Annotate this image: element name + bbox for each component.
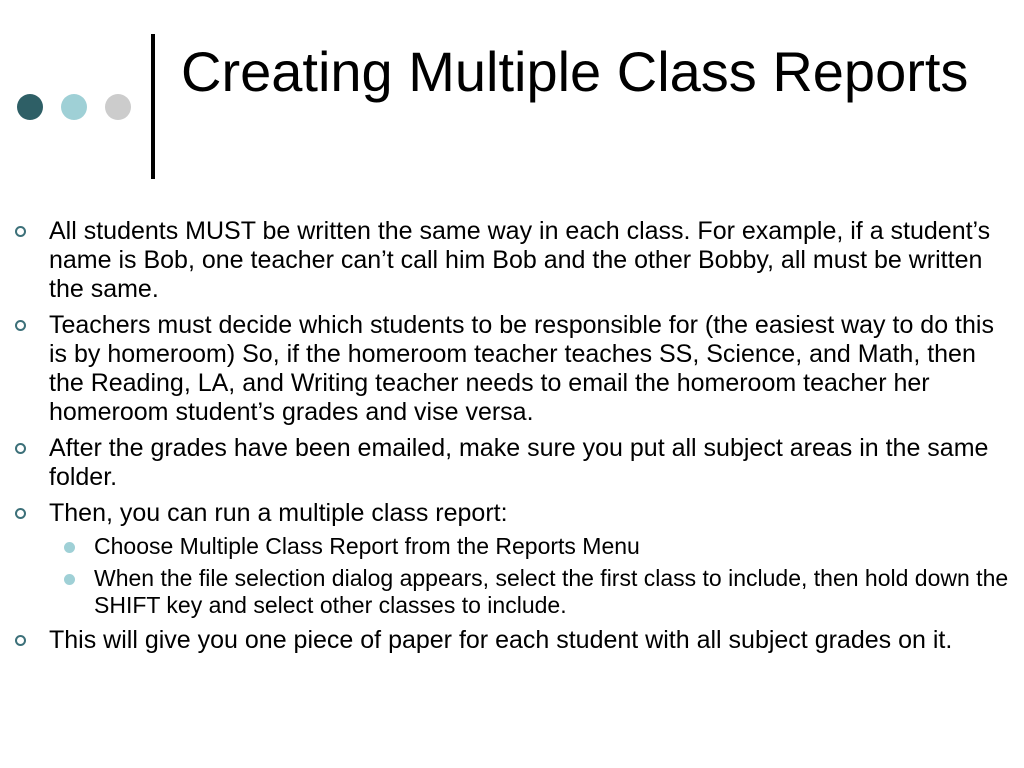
bullet-item [12,311,1016,427]
slide-body [12,217,1016,662]
ring-bullet-icon [15,508,26,519]
bullet-item [12,626,1016,655]
bullet-text: After the grades have been emailed, make sure you put all subject areas in the same folder. [49,434,989,491]
decorative-dots [17,94,149,120]
ring-bullet-icon [15,320,26,331]
bullet-item [12,217,1016,304]
ring-bullet-icon [15,226,26,237]
disc-bullet-icon [64,574,75,585]
sub-bullet-list [49,533,1016,619]
dark-teal-dot-icon [17,94,43,120]
bullet-text: This will give you one piece of paper for each student with all subject grades on it. [49,626,953,654]
light-teal-dot-icon [61,94,87,120]
disc-bullet-icon [64,542,75,553]
sub-bullet-item [49,565,1016,619]
bullet-text: Teachers must decide which students to be responsible for (the easiest way to do this is by homeroom) So, if the homeroom teacher teaches SS, Science, and Math, then the Reading, LA, and Writing teacher needs to email the homeroom teacher her homeroom student’s grades and vise versa. [49,311,994,426]
bullet-list [12,217,1016,655]
slide-title: Creating Multiple Class Reports [181,40,969,103]
bullet-item [12,434,1016,492]
title-divider [151,34,155,179]
sub-bullet-text: When the file selection dialog appears, select the first class to include, then hold down the SHIFT key and select other classes to include. [94,565,1009,618]
sub-bullet-item [49,533,1016,560]
ring-bullet-icon [15,635,26,646]
ring-bullet-icon [15,443,26,454]
bullet-text: All students MUST be written the same way in each class. For example, if a student’s name is Bob, one teacher can’t call him Bob and the other Bobby, all must be written the same. [49,217,991,303]
gray-dot-icon [105,94,131,120]
sub-bullet-text: Choose Multiple Class Report from the Reports Menu [94,533,640,559]
bullet-text: Then, you can run a multiple class report: [49,499,508,527]
bullet-item [12,499,1016,619]
